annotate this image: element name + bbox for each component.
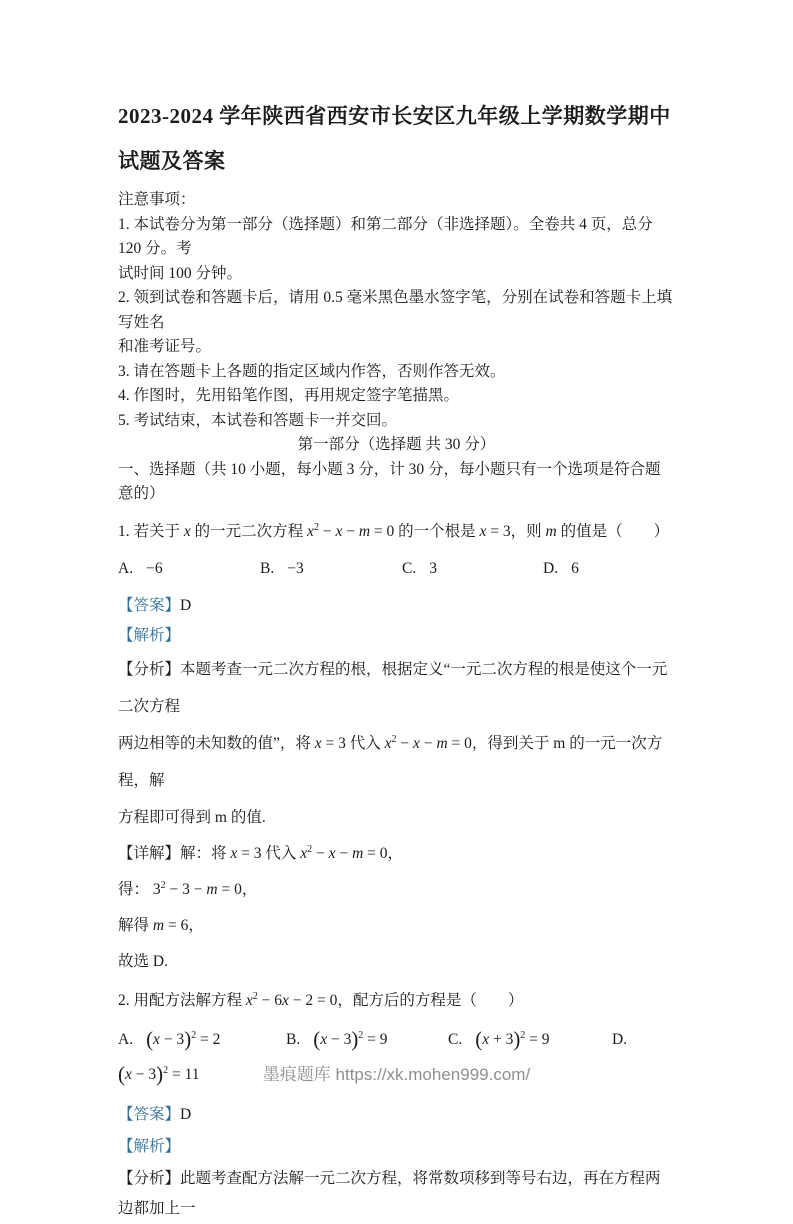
question-1-options [118, 553, 675, 585]
option-label: B. [286, 1030, 301, 1048]
question-1-stem: 1. 若关于 x 的一元二次方程 $x^2 - x - m = 0$ 的一个根是 x = 3，则 m 的值是（ ） [118, 521, 670, 540]
question-1-option-c [402, 553, 543, 585]
notice-line-3: 3. 请在答题卡上各题的指定区域内作答，否则作答无效。 [118, 362, 506, 380]
part-one-heading: 第一部分（选择题 共 30 分） [297, 436, 496, 453]
notice-line-2a: 2. 领到试卷和答题卡后，请用 0.5 毫米黑色墨水签字笔，分别在试卷和答题卡上填写姓名 [118, 289, 673, 331]
jiexi-label: 【解析】 [118, 1137, 181, 1155]
question-1-jiexi-line [118, 621, 675, 651]
option-label: C. [448, 1030, 463, 1048]
question-2-options [118, 1022, 675, 1058]
title-line-2: 试题及答案 [118, 149, 226, 173]
question-2-answer-line [118, 1100, 675, 1130]
notice-line-1b: 试时间 100 分钟。 [118, 264, 243, 282]
option-label: A. [118, 1030, 134, 1048]
option-value: 3 [429, 559, 437, 577]
question-2-stem: 2. 用配方法解方程 $x^2 - 6x - 2 = 0$，配方后的方程是（ ） [118, 990, 524, 1009]
question-1-detail-line-4: 故选 D. [118, 952, 168, 970]
notice-line-4: 4. 作图时，先用铅笔作图，再用规定签字笔描黑。 [118, 387, 460, 404]
answer-value: D [180, 596, 192, 614]
answer-label: 【答案】 [118, 596, 181, 614]
question-2-option-b [286, 1022, 448, 1058]
option-label: C. [402, 559, 417, 577]
jiexi-label: 【解析】 [118, 626, 181, 644]
question-1-analysis-line-2: 两边相等的未知数的值”，将 x = 3 代入 $x^2 - x - m = 0$，得到关于 m 的一元一次方程，解 [118, 733, 663, 789]
notice-line-2b: 和准考证号。 [118, 338, 212, 355]
question-1-answer-line [118, 591, 675, 621]
option-value: $(x + 3)^2 = 9$ [475, 1026, 550, 1051]
title-line-1: 2023-2024 学年陕西省西安市长安区九年级上学期数学期中 [118, 104, 671, 128]
option-value: $(x - 3)^2 = 2$ [146, 1026, 221, 1051]
notice-line-5: 5. 考试结束，本试卷和答题卡一并交回。 [118, 411, 398, 429]
option-value: $(x - 3)^2 = 9$ [313, 1026, 388, 1051]
question-1-option-a [118, 553, 260, 585]
question-2-option-a [118, 1022, 286, 1058]
option-label: B. [260, 559, 275, 577]
answer-value: D [180, 1105, 192, 1123]
question-1-option-b [260, 553, 402, 585]
section-instruction: 一、选择题（共 10 小题，每小题 3 分，计 30 分，每小题只有一个选项是符合题意的） [118, 460, 661, 502]
notice-line-1a: 1. 本试卷分为第一部分（选择题）和第二部分（非选择题）。全卷共 4 页，总分 120 分。考 [118, 215, 653, 257]
question-2-jiexi-line [118, 1130, 675, 1164]
question-1-detail-line-1: 【详解】解：将 x = 3 代入 $x^2 - x - m = 0$， [118, 843, 404, 862]
notice-heading: 注意事项： [118, 191, 196, 208]
question-2-option-d-formula: $(x - 3)^2 = 11$ [118, 1061, 200, 1086]
document-title [118, 94, 675, 184]
option-label: D. [612, 1030, 628, 1048]
option-label: A. [118, 559, 134, 577]
notice-section [118, 188, 675, 433]
question-1-analysis-line-3: 方程即可得到 m 的值. [118, 808, 266, 826]
answer-label: 【答案】 [118, 1105, 181, 1123]
question-1-detail-line-3: 解得 m = 6， [118, 916, 204, 934]
question-1 [118, 515, 675, 980]
site-footer-watermark: 墨痕题库 https://xk.mohen999.com/ [262, 1065, 531, 1084]
question-2 [118, 984, 675, 1224]
question-1-option-d [543, 553, 675, 585]
option-value: 6 [571, 559, 579, 577]
question-2-analysis-line-1: 【分析】此题考查配方法解一元二次方程，将常数项移到等号右边，再在方程两边都加上一 [118, 1169, 661, 1217]
option-value: −3 [287, 559, 304, 577]
question-2-option-c [448, 1022, 612, 1058]
option-value: −6 [146, 559, 163, 577]
question-1-detail-line-2: 得： $3^2 - 3 - m = 0$， [118, 879, 258, 898]
question-1-analysis-line-1: 【分析】本题考查一元二次方程的根，根据定义“一元二次方程的根是使这个一元二次方程 [118, 660, 668, 715]
question-2-option-d-label [612, 1022, 675, 1058]
option-label: D. [543, 559, 559, 577]
